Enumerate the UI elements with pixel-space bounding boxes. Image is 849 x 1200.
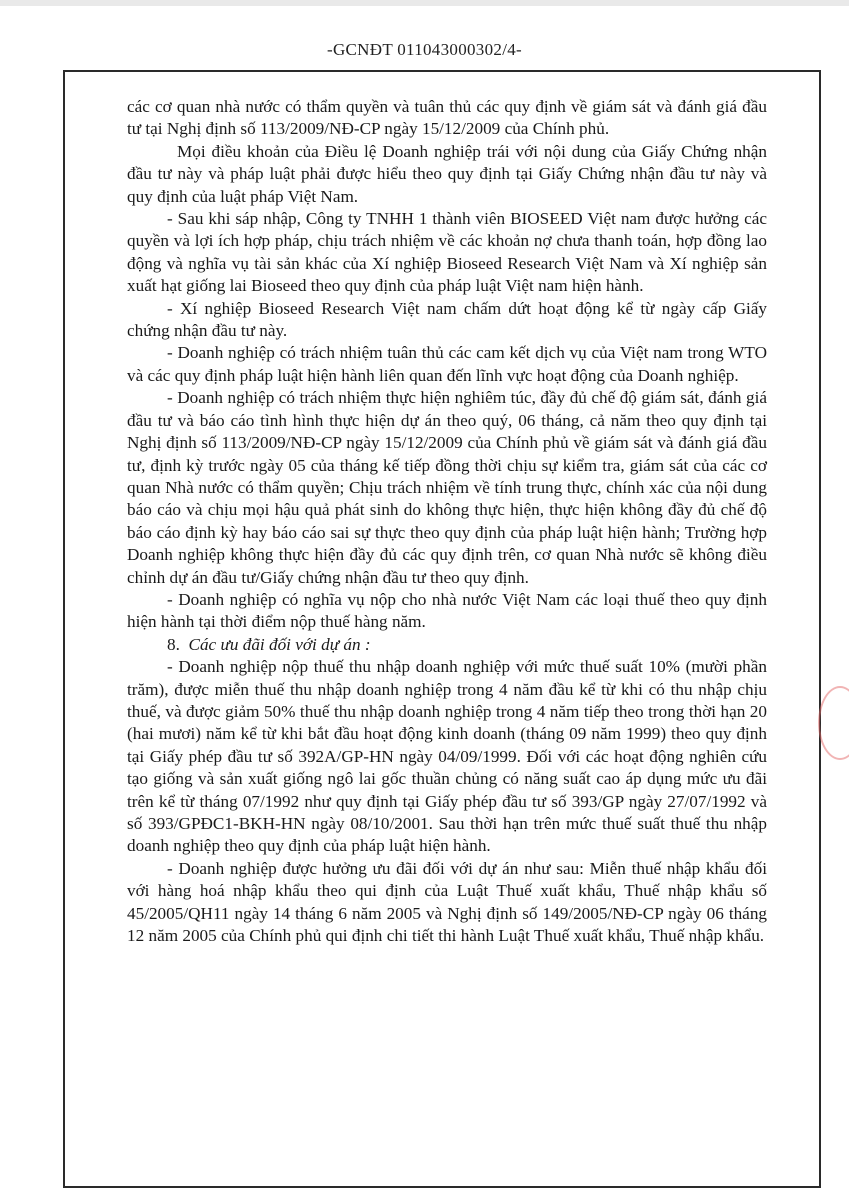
document-header: -GCNĐT 011043000302/4- [326,40,522,59]
paragraph-import-tax: - Doanh nghiệp được hưởng ưu đãi đối với dự án như sau: Miễn thuế nhập khẩu đối với hàng hoá nhập khẩu theo qui định của Luật Thuế xuất khẩu, Thuế nhập khẩu số 45/2005/QH11 ngày 14 tháng 6 năm 2005 và Nghị định số 149/2005/NĐ-CP ngày 06 tháng 12 năm 2005 của Chính phủ qui định chi tiết thi hành Luật Thuế xuất khẩu, Thuế nhập khẩu. [127,858,767,946]
paragraph-income-tax: - Doanh nghiệp nộp thuế thu nhập doanh nghiệp với mức thuế suất 10% (mười phần trăm), được miễn thuế thu nhập doanh nghiệp trong 4 năm đầu kể từ khi có thu nhập chịu thuế, và được giảm 50% thuế thu nhập doanh nghiệp trong 4 năm tiếp theo trong thời hạn 20 (hai mươi) năm kể từ khi bắt đầu hoạt động kinh doanh (tháng 09 năm 1999) theo quy định tại Giấy phép đầu tư số 392A/GP-HN ngày 04/09/1999. Đối với các hoạt động nghiên cứu tạo giống và sản xuất giống ngô lai gốc thuần chủng có năng suất cao áp dụng mức ưu đãi trên kể từ tháng 07/1992 như quy định tại Giấy phép đầu tư số 393/GP ngày 27/07/1992 và số 393/GPĐC1-BKH-HN ngày 08/10/2001. Sau thời hạn trên mức thuế suất thuế thu nhập doanh nghiệp theo quy định của pháp luật hiện hành. [127,657,767,856]
paragraph-reporting: - Doanh nghiệp có trách nhiệm thực hiện nghiêm túc, đầy đủ chế độ giám sát, đánh giá đầu tư và báo cáo tình hình thực hiện dự án theo quý, 06 tháng, cả năm theo quy định tại Nghị định số 113/2009/NĐ-CP ngày 15/12/2009 của Chính phủ về giám sát và đánh giá đầu tư, định kỳ trước ngày 05 của tháng kế tiếp đồng thời chịu sự kiểm tra, giám sát của các cơ quan Nhà nước có thẩm quyền; Chịu trách nhiệm về tính trung thực, chính xác của nội dung báo cáo và chịu mọi hậu quả phát sinh do không thực hiện, thực hiện không đầy đủ chế độ báo cáo định kỳ hay báo cáo sai sự thực theo quy định của pháp luật hiện hành; Trường hợp Doanh nghiệp không thực hiện đầy đủ các quy định trên, cơ quan Nhà nước sẽ không điều chỉnh dự án đầu tư/Giấy chứng nhận đầu tư theo quy định. [127,388,767,587]
section-number: 8. [167,634,180,654]
scan-edge [0,0,849,6]
paragraph-charter-clause: Mọi điều khoản của Điều lệ Doanh nghiệp trái với nội dung của Giấy Chứng nhận đầu tư này và pháp luật phải được hiểu theo quy định tại Giấy Chứng nhận đầu tư này và quy định của luật pháp Việt Nam. [127,141,767,206]
section-8-heading [127,634,767,656]
paragraph-merger: - Sau khi sáp nhập, Công ty TNHH 1 thành viên BIOSEED Việt nam được hưởng các quyền và lợi ích hợp pháp, chịu trách nhiệm về các khoản nợ chưa thanh toán, hợp đồng lao động và nghĩa vụ tài sản khác của Xí nghiệp Bioseed Research Việt Nam và Xí nghiệp sản xuất hạt giống lai Bioseed theo quy định của pháp luật Việt nam hiện hành. [127,209,767,296]
paragraph-continuation: các cơ quan nhà nước có thẩm quyền và tuân thủ các quy định về giám sát và đánh giá đầu tư tại Nghị định số 113/2009/NĐ-CP ngày 15/12/2009 của Chính phủ. [127,97,767,139]
document-body [127,96,767,947]
paragraph-taxes: - Doanh nghiệp có nghĩa vụ nộp cho nhà nước Việt Nam các loại thuế theo quy định hiện hành tại thời điểm nộp thuế hàng năm. [127,589,767,632]
paragraph-termination: - Xí nghiệp Bioseed Research Việt nam chấm dứt hoạt động kể từ ngày cấp Giấy chứng nhận đầu tư này. [127,298,767,341]
section-title: Các ưu đãi đối với dự án : [188,634,371,654]
paragraph-wto: - Doanh nghiệp có trách nhiệm tuân thủ các cam kết dịch vụ của Việt nam trong WTO và các quy định pháp luật hiện hành liên quan đến lĩnh vực hoạt động của Doanh nghiệp. [127,343,767,385]
red-stamp-fragment [818,686,849,760]
